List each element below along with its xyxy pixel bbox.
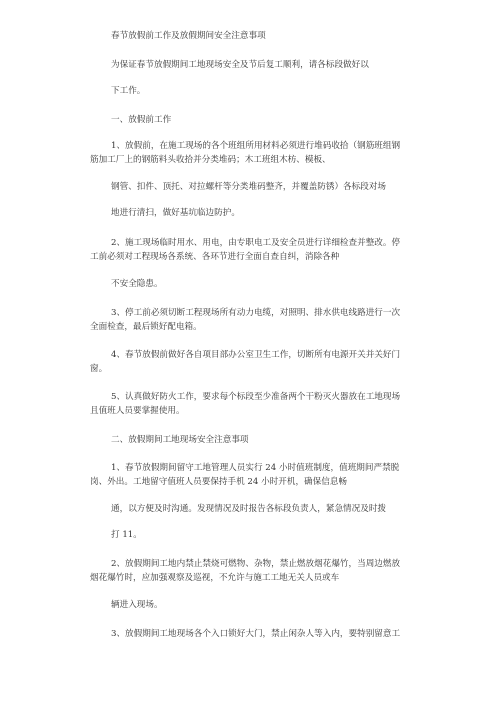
paragraph-line: 筋加工厂上的钢筋料头收拾并分类堆码；木工班组木枋、模板、 [90,155,331,165]
paragraph-line: 全面检查，最后锁好配电箱。 [90,322,202,332]
paragraph-line: 4、春节放假前做好各自项目部办公室卫生工作，切断所有电源开关并关好门 [111,350,401,360]
paragraph-line: 烟花爆竹时，应加强观察及巡视，不允许与施工工地无关人员或车 [90,573,340,583]
paragraph-line: 为保证春节放假期间工地现场安全及节后复工顺利，请各标段做好以 [111,60,369,70]
paragraph-line: 下工作。 [111,86,146,96]
paragraph-line: 岗、外出。工地留守值班人员要保持手机 24 小时开机，确保信息畅 [90,477,348,487]
paragraph-line: 3、放假期间工地现场各个入口锁好大门，禁止闲杂人等入内，要特别留意工 [111,629,401,639]
paragraph-line: 1、放假前，在施工现场的各个班组所用材料必须进行堆码收拾（钢筋班组钢 [111,141,401,151]
paragraph-line: 通，以方便及时沟通。发现情况及时报告各标段负责人，紧急情况及时拨 [111,504,387,514]
paragraph-line: 辆进入现场。 [111,600,163,610]
paragraph-line: 窗。 [90,364,108,374]
paragraph-line: 不安全隐患。 [111,279,163,289]
paragraph-line: 1、春节放假期间留守工地管理人员实行 24 小时值班制度，值班期间严禁脱 [111,463,400,473]
paragraph-line: 5、认真做好防火工作，要求每个标段至少准备两个干粉灭火器放在工地现场 [111,392,401,402]
paragraph-line: 地进行清扫，做好基坑临边防护。 [111,208,240,218]
paragraph-line: 工前必须对工程现场各系统、各环节进行全面自查自纠，消除各种 [90,252,340,262]
section-heading: 二、放假期间工地现场安全注意事项 [111,435,249,445]
section-heading: 一、放假前工作 [111,115,172,125]
paragraph-line: 2、施工现场临时用水、用电，由专职电工及安全员进行详细检查并整改。停 [111,238,401,248]
paragraph-line: 打 11。 [111,530,142,540]
paragraph-line: 3、停工前必须切断工程现场所有动力电缆，对照明、排水供电线路进行一次 [111,308,401,318]
paragraph-line: 钢管、扣件、顶托、对拉螺杆等分类堆码整齐，并覆盖防锈）各标段对场 [111,182,387,192]
document-title: 春节放假前工作及放假期间安全注意事项 [111,31,266,41]
paragraph-line: 2、放假期间工地内禁止禁烧可燃物、杂物，禁止燃放烟花爆竹，当周边燃放 [111,559,401,569]
paragraph-line: 且值班人员要掌握使用。 [90,406,185,416]
